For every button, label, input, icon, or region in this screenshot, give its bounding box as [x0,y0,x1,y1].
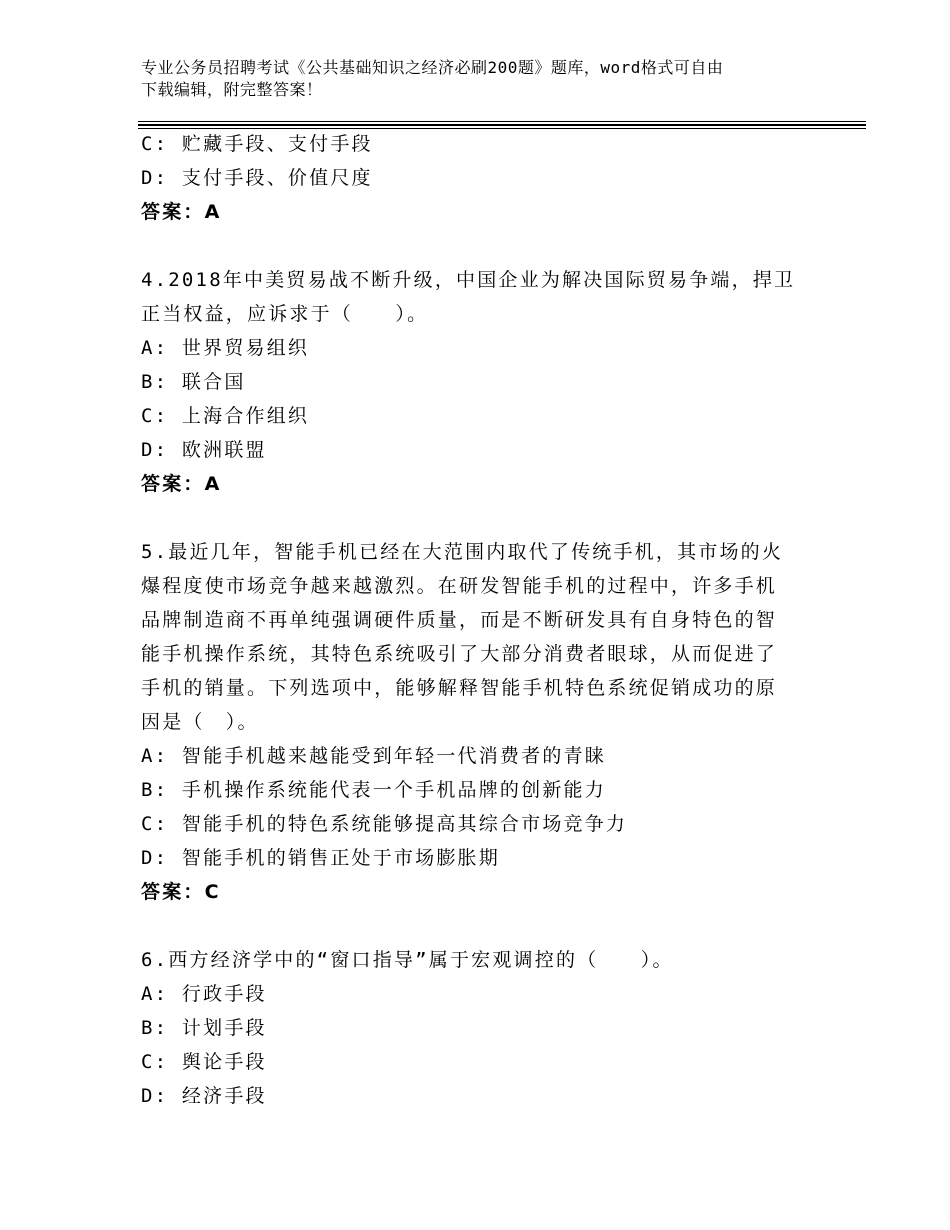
document-body [141,127,841,1113]
question-stem-line: 正当权益，应诉求于（ ）。 [141,303,429,325]
question-stem-line: 能手机操作系统，其特色系统吸引了大部分消费者眼球，从而促进了 [141,643,778,665]
answer-line: 答案：A [141,201,222,223]
question-stem-line: 6.西方经济学中的“窗口指导”属于宏观调控的（ ）。 [141,949,674,971]
question-3-tail [141,127,841,229]
question-stem-line: 4.2018年中美贸易战不断升级，中国企业为解决国际贸易争端，捍卫 [141,269,796,291]
answer-line: 答案：A [141,473,222,495]
header-line-1: 专业公务员招聘考试《公共基础知识之经济必刷200题》题库，word格式可自由 [141,58,724,77]
question-5 [141,535,841,909]
option-d: D: 经济手段 [141,1085,267,1107]
option-b: B: 联合国 [141,371,246,393]
option-d: D: 欧洲联盟 [141,439,267,461]
question-stem-line: 爆程度使市场竞争越来越激烈。在研发智能手机的过程中，许多手机 [141,575,778,597]
option-d: D: 智能手机的销售正处于市场膨胀期 [141,847,500,869]
question-spacer [141,909,841,943]
option-a: A: 智能手机越来越能受到年轻一代消费者的青睐 [141,745,606,767]
page-header [141,57,821,101]
option-a: A: 世界贸易组织 [141,337,310,359]
question-spacer [141,229,841,263]
question-stem-line: 因是（ ）。 [141,711,259,733]
header-rule-top [138,121,866,122]
header-rule-middle [138,124,866,126]
answer-line: 答案：C [141,881,221,903]
question-6 [141,943,841,1113]
question-stem-line: 5.最近几年，智能手机已经在大范围内取代了传统手机，其市场的火 [141,541,784,563]
question-stem-line: 手机的销量。下列选项中，能够解释智能手机特色系统促销成功的原 [141,677,778,699]
header-line-2: 下载编辑，附完整答案！ [141,80,323,99]
option-c: C: 舆论手段 [141,1051,267,1073]
option-b: B: 手机操作系统能代表一个手机品牌的创新能力 [141,779,606,801]
option-c: C: 智能手机的特色系统能够提高其综合市场竞争力 [141,813,628,835]
option-d: D: 支付手段、价值尺度 [141,167,373,189]
option-a: A: 行政手段 [141,983,267,1005]
option-c: C: 上海合作组织 [141,405,310,427]
question-spacer [141,501,841,535]
question-stem-line: 品牌制造商不再单纯强调硬件质量，而是不断研发具有自身特色的智 [141,609,778,631]
option-c: C: 贮藏手段、支付手段 [141,133,373,155]
question-4 [141,263,841,501]
option-b: B: 计划手段 [141,1017,267,1039]
